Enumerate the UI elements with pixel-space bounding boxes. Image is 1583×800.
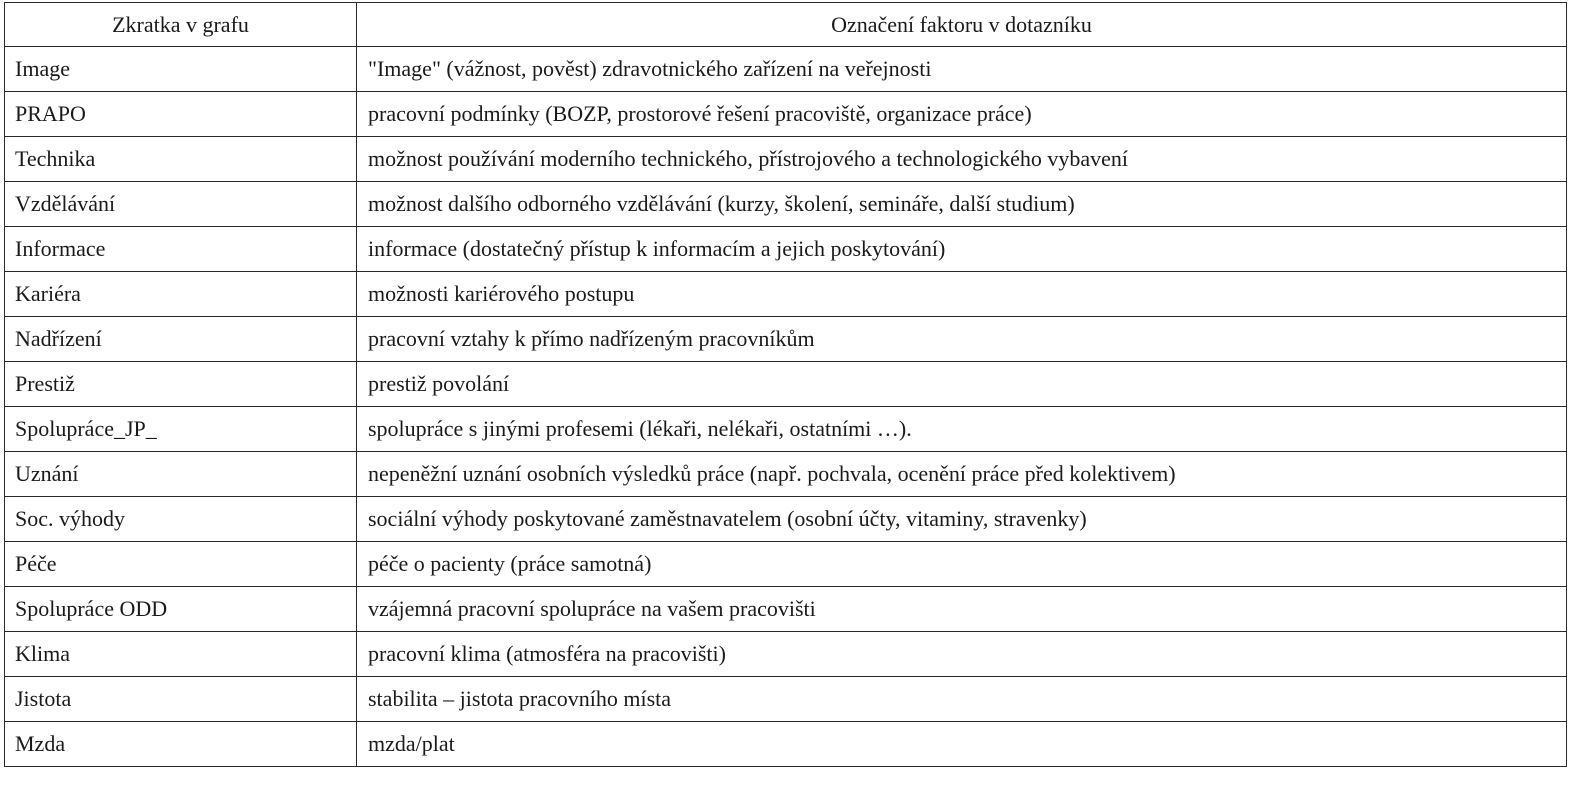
row-description: nepeněžní uznání osobních výsledků práce (např. pochvala, ocenění práce před kolektivem) <box>357 452 1567 497</box>
table-body <box>5 47 1567 767</box>
table-row <box>5 587 1567 632</box>
row-description: "Image" (vážnost, pověst) zdravotnického zařízení na veřejnosti <box>357 47 1567 92</box>
row-abbreviation: Image <box>5 47 357 92</box>
table-header-row <box>5 3 1567 47</box>
row-abbreviation: Prestiž <box>5 362 357 407</box>
row-abbreviation: Spolupráce_JP_ <box>5 407 357 452</box>
row-description: prestiž povolání <box>357 362 1567 407</box>
row-description: vzájemná pracovní spolupráce na vašem pracovišti <box>357 587 1567 632</box>
row-abbreviation: Klima <box>5 632 357 677</box>
row-description: možnost používání moderního technického, přístrojového a technologického vybavení <box>357 137 1567 182</box>
factor-table-container <box>4 2 1566 767</box>
row-abbreviation: Informace <box>5 227 357 272</box>
table-row <box>5 47 1567 92</box>
row-abbreviation: Spolupráce ODD <box>5 587 357 632</box>
table-row <box>5 542 1567 587</box>
row-description: spolupráce s jinými profesemi (lékaři, nelékaři, ostatními …). <box>357 407 1567 452</box>
row-abbreviation: Technika <box>5 137 357 182</box>
header-factor-label: Označení faktoru v dotazníku <box>357 3 1567 47</box>
row-description: sociální výhody poskytované zaměstnavatelem (osobní účty, vitaminy, stravenky) <box>357 497 1567 542</box>
row-description: pracovní vztahy k přímo nadřízeným pracovníkům <box>357 317 1567 362</box>
row-description: mzda/plat <box>357 722 1567 767</box>
row-abbreviation: Uznání <box>5 452 357 497</box>
header-abbreviation: Zkratka v grafu <box>5 3 357 47</box>
row-abbreviation: Mzda <box>5 722 357 767</box>
row-description: stabilita – jistota pracovního místa <box>357 677 1567 722</box>
table-row <box>5 92 1567 137</box>
row-description: péče o pacienty (práce samotná) <box>357 542 1567 587</box>
row-abbreviation: Kariéra <box>5 272 357 317</box>
table-row <box>5 137 1567 182</box>
table-row <box>5 182 1567 227</box>
table-row <box>5 272 1567 317</box>
row-abbreviation: Soc. výhody <box>5 497 357 542</box>
table-row <box>5 677 1567 722</box>
row-abbreviation: PRAPO <box>5 92 357 137</box>
row-description: možnosti kariérového postupu <box>357 272 1567 317</box>
row-description: informace (dostatečný přístup k informacím a jejich poskytování) <box>357 227 1567 272</box>
row-description: možnost dalšího odborného vzdělávání (kurzy, školení, semináře, další studium) <box>357 182 1567 227</box>
table-row <box>5 497 1567 542</box>
table-row <box>5 407 1567 452</box>
table-row <box>5 227 1567 272</box>
table-row <box>5 632 1567 677</box>
row-abbreviation: Nadřízení <box>5 317 357 362</box>
row-description: pracovní podmínky (BOZP, prostorové řešení pracoviště, organizace práce) <box>357 92 1567 137</box>
factor-table <box>4 2 1567 767</box>
table-row <box>5 452 1567 497</box>
row-description: pracovní klima (atmosféra na pracovišti) <box>357 632 1567 677</box>
table-row <box>5 722 1567 767</box>
table-row <box>5 362 1567 407</box>
row-abbreviation: Vzdělávání <box>5 182 357 227</box>
table-row <box>5 317 1567 362</box>
row-abbreviation: Jistota <box>5 677 357 722</box>
row-abbreviation: Péče <box>5 542 357 587</box>
